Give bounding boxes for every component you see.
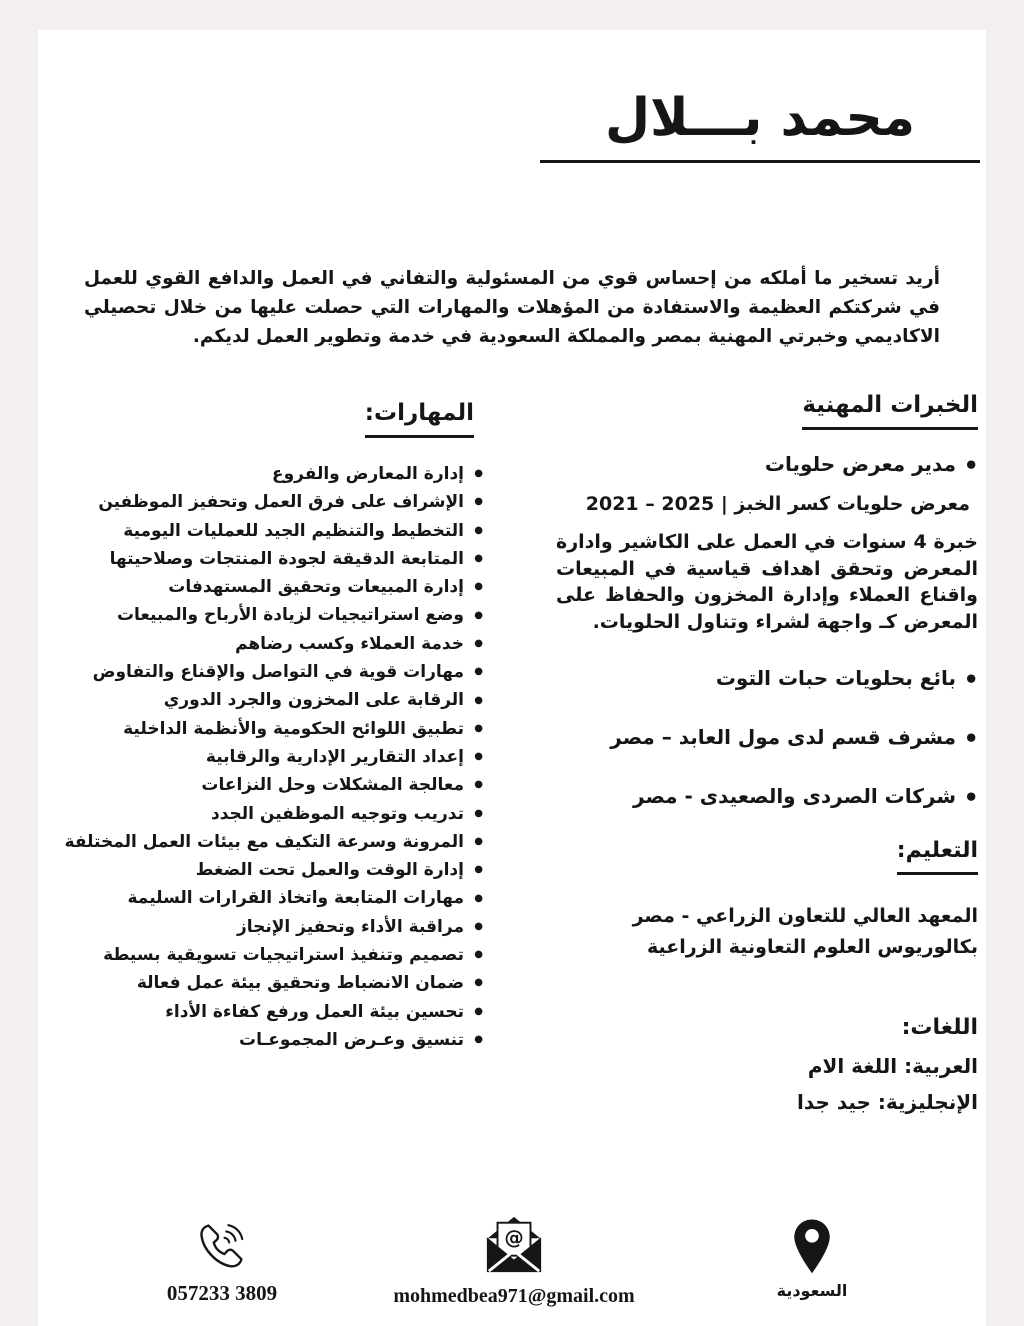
footer-phone-block [142,1218,302,1306]
skills-column [64,400,486,1054]
skills-section-title: المهارات: [365,400,474,438]
language-english: الإنجليزية: جيد جدا [797,1090,978,1114]
experience-org-dates: معرض حلويات كسر الخبز | 2025 – 2021 [585,493,970,515]
skill-item: ● إدارة المعارض والفروع [98,460,486,488]
experience-description: خبرة 4 سنوات في العمل على الكاشير وادارة المعرض وتحقق اهداف قياسية في المبيعات واقناع العملاء وإدارة المخزون والحفاظ على المعرض كـ واجهة لشراء وتناول الحلويات. [556,531,978,633]
skill-item: ● تطبيق اللوائح الحكومية والأنظمة الداخلية [98,715,486,743]
skill-item: ● الرقابة على المخزون والجرد الدوري [98,686,486,714]
location-label: السعودية [776,1281,848,1300]
experience-column [554,392,978,1120]
skill-item: ● مهارات المتابعة واتخاذ القرارات السليمة [98,884,486,912]
person-name: محمد بـــلال [604,88,916,148]
skill-item: ● تدريب وتوجيه الموظفين الجدد [98,800,486,828]
experience-role: ● مدير معرض حلويات [554,452,978,476]
languages-section-title: اللغات: [901,1015,978,1040]
skill-item: ● إدارة الوقت والعمل تحت الضغط [98,856,486,884]
education-section-title: التعليم: [897,838,978,875]
skill-item: ● خدمة العملاء وكسب رضاهم [98,630,486,658]
skill-item: ● معالجة المشكلات وحل النزاعات [98,771,486,799]
phone-icon [195,1218,249,1272]
experience-role: ● مشرف قسم لدى مول العابد – مصر [554,725,978,749]
footer-location-block [732,1218,892,1300]
languages-list [554,1048,978,1120]
email-icon [483,1214,545,1276]
skill-item: ● إدارة المبيعات وتحقيق المستهدفات [98,573,486,601]
skill-item: ● المتابعة الدقيقة لجودة المنتجات وصلاحيتها [98,545,486,573]
experience-role: ● شركات الصردى والصعيدى - مصر [554,784,978,808]
skill-item: ● المرونة وسرعة التكيف مع بيئات العمل المختلفة [98,828,486,856]
skills-list [64,460,486,1054]
experience-role: ● بائع بحلويات حبات التوت [554,666,978,690]
skill-item: ● وضع استراتيجيات لزيادة الأرباح والمبيعات [98,601,486,629]
skill-item: ● الإشراف على فرق العمل وتحفيز الموظفين [98,488,486,516]
title-block [540,88,980,163]
education-degree: بكالوريوس العلوم التعاونية الزراعية [646,936,978,958]
skill-item: ● تصميم وتنفيذ استراتيجيات تسويقية بسيطة [98,941,486,969]
svg-text:@: @ [504,1226,524,1250]
language-arabic: العربية: اللغة الام [807,1054,978,1078]
skill-item: ● مراقبة الأداء وتحفيز الإنجاز [98,913,486,941]
summary-paragraph: أريد تسخير ما أملكه من إحساس قوي من المسئولية والتفاني في العمل والدافع القوي للعمل في شركتكم العظيمة والاستفادة من المؤهلات والمهارات التي حصلت عليها من خلال تحصيلي الاكاديمي وخبرتي المهنية بمصر والمملكة السعودية في خدمة وتطوير العمل لديكم. [84,268,940,347]
education-institute: المعهد العالي للتعاون الزراعي - مصر [632,905,978,927]
skill-item: ● تنسيق وعـرض المجموعـات [98,1026,486,1054]
skill-item: ● التخطيط والتنظيم الجيد للعمليات اليومية [98,517,486,545]
email-address: mohmedbea971@gmail.com [393,1285,635,1307]
skill-item: ● إعداد التقارير الإدارية والرقابية [98,743,486,771]
education-details [554,901,978,963]
experience-section-title: الخبرات المهنية [802,392,978,430]
location-pin-icon [791,1218,833,1276]
footer-email-block [393,1214,635,1308]
skill-item: ● ضمان الانضباط وتحقيق بيئة عمل فعالة [98,969,486,997]
phone-number: 057233 3809 [166,1281,278,1305]
resume-page [38,30,986,1326]
skill-item: ● مهارات قوية في التواصل والإقناع والتفاوض [98,658,486,686]
skill-item: ● تحسين بيئة العمل ورفع كفاءة الأداء [98,998,486,1026]
